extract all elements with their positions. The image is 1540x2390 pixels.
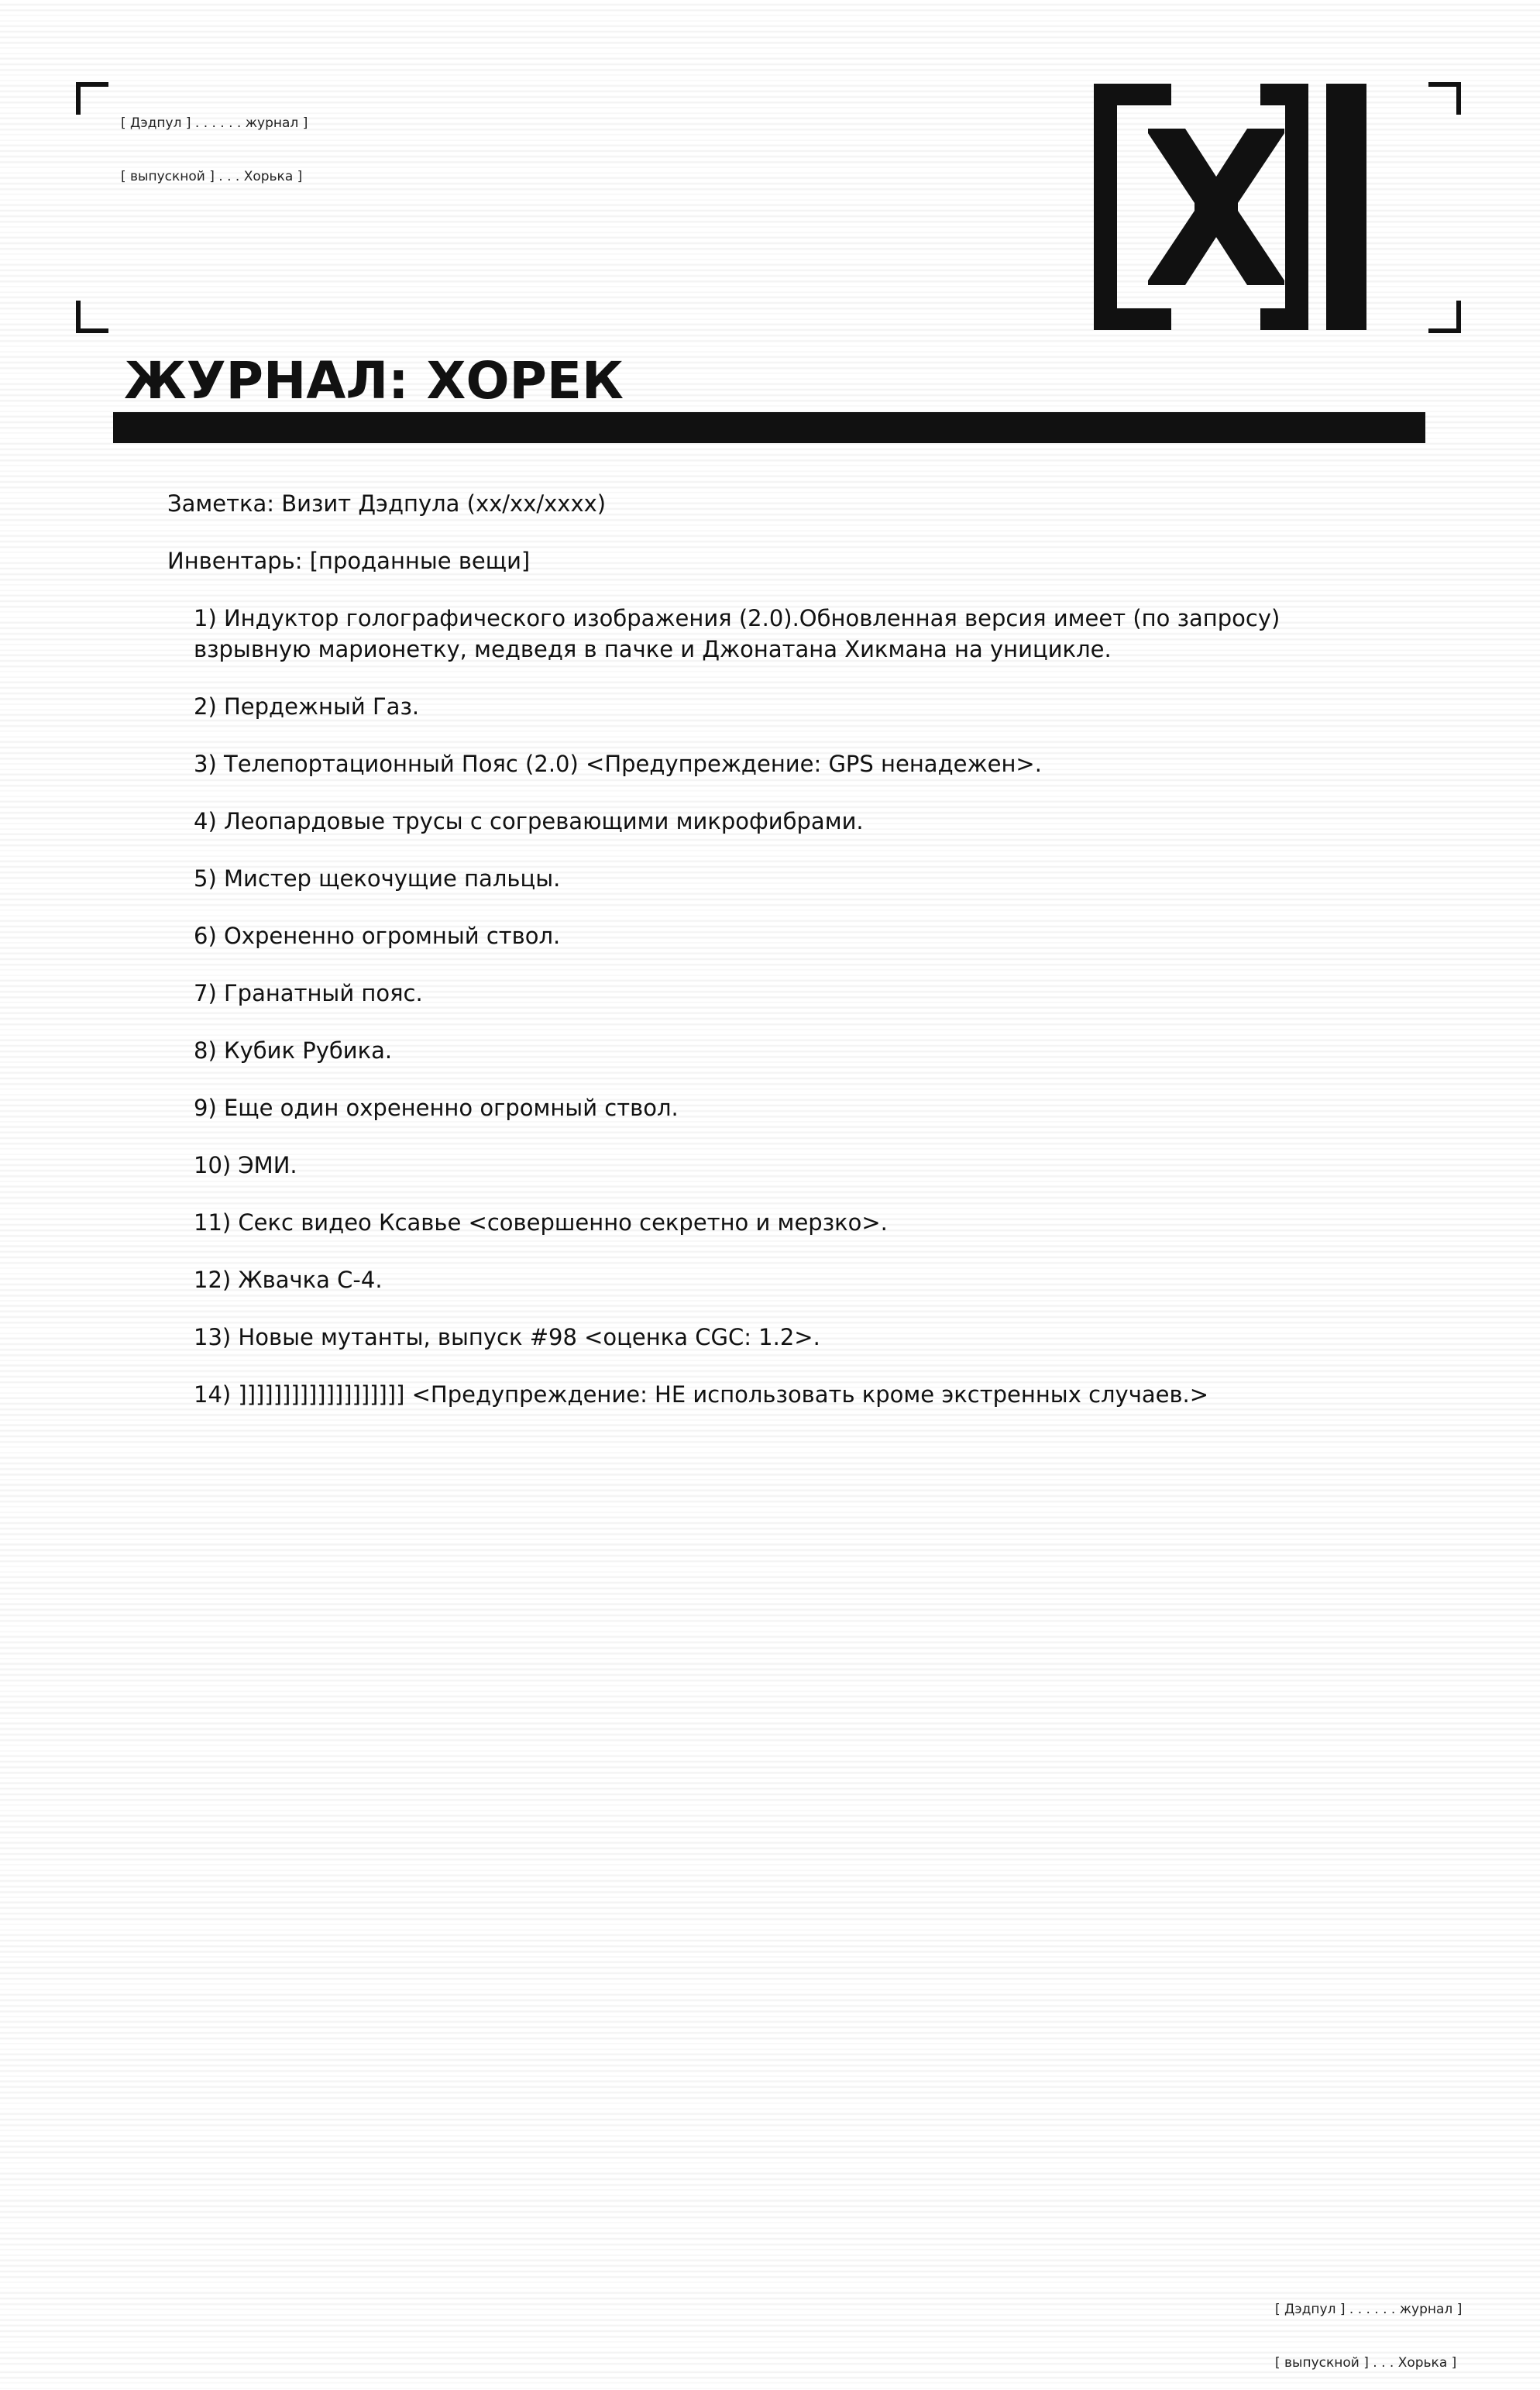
footer-tag-line-1: [ Дэдпул ] . . . . . . журнал ] (1275, 2302, 1463, 2317)
inventory-item: 1) Индуктор голографического изображения (2.0).Обновленная версия имеет (по запросу) взрывную марионетку, медведя в пачке и Джонатана Хикмана на уницикле. (194, 605, 1280, 662)
inventory-item: 8) Кубик Рубика. (194, 1037, 393, 1064)
inventory-item: 11) Секс видео Ксавье <совершенно секретно и мерзко>. (194, 1209, 888, 1236)
inventory-item: 9) Еще один охрененно огромный ствол. (194, 1095, 679, 1121)
frame-corner-bottom-right (1428, 301, 1461, 333)
inventory-list (167, 603, 1376, 1410)
frame-corner-top-right (1428, 82, 1461, 115)
inventory-item: 4) Леопардовые трусы с согревающими микрофибрами. (194, 808, 864, 834)
x-brackets-logo-icon (1094, 84, 1411, 330)
journal-body (167, 488, 1376, 1436)
inventory-item: 7) Гранатный пояс. (194, 980, 423, 1006)
visit-note: Заметка: Визит Дэдпула (xx/xx/xxxx) (167, 490, 607, 517)
inventory-item: 6) Охрененно огромный ствол. (194, 923, 561, 949)
frame-corner-bottom-left (76, 301, 108, 333)
inventory-item: 12) Жвачка С-4. (194, 1267, 383, 1293)
inventory-item: 5) Мистер щекочущие пальцы. (194, 865, 561, 892)
inventory-item: 13) Новые мутанты, выпуск #98 <оценка CGC: 1.2>. (194, 1324, 820, 1350)
page-title: ЖУРНАЛ: ХОРЕК (124, 351, 624, 411)
frame-corner-top-left (76, 82, 108, 115)
header-tag-line-1: [ Дэдпул ] . . . . . . журнал ] (121, 115, 308, 131)
inventory-item: 10) ЭМИ. (194, 1152, 297, 1178)
inventory-item: 2) Пердежный Газ. (194, 693, 420, 720)
header-tag (121, 79, 308, 204)
inventory-item: 3) Телепортационный Пояс (2.0) <Предупреждение: GPS ненадежен>. (194, 751, 1042, 777)
inventory-heading: Инвентарь: [проданные вещи] (167, 548, 531, 574)
inventory-item: 14) ]]]]]]]]]]]]]]]]]]] <Предупреждение: НЕ использовать кроме экстренных случаев.> (194, 1381, 1209, 1408)
footer-tag (1275, 2265, 1462, 2390)
title-rule (113, 412, 1425, 443)
footer-tag-line-2: [ выпускной ] . . . Хорька ] (1275, 2355, 1457, 2371)
header-tag-line-2: [ выпускной ] . . . Хорька ] (121, 169, 303, 184)
